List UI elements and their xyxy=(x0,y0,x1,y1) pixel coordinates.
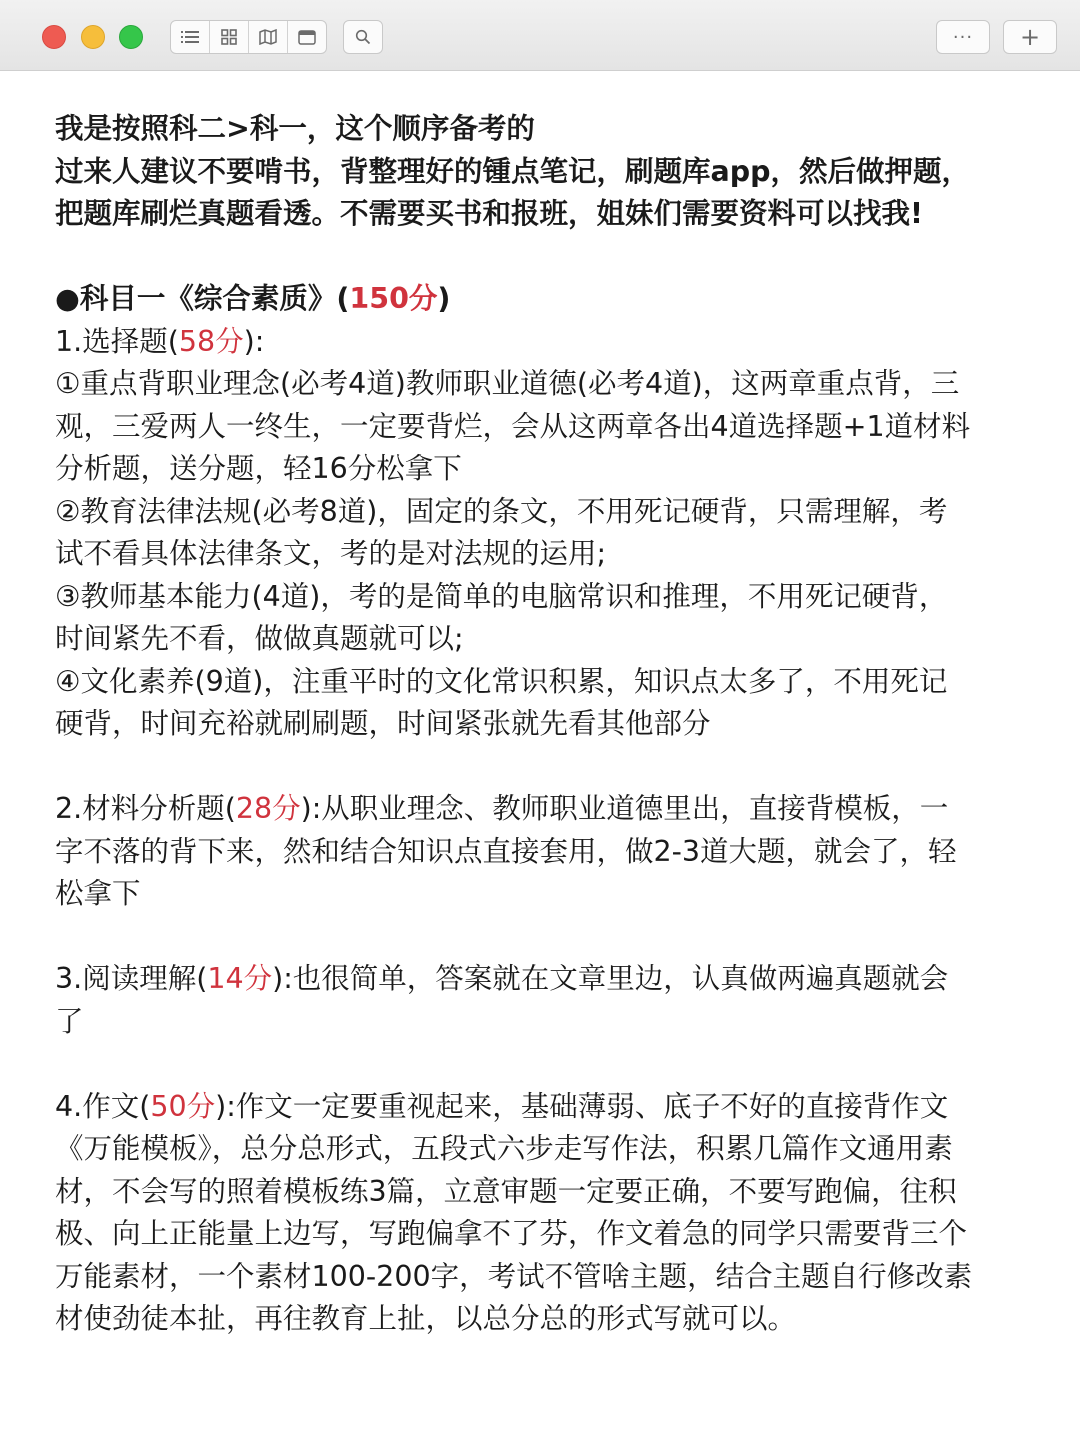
q4-pre: 4.作文( xyxy=(55,1089,151,1123)
view-mode-group xyxy=(170,20,327,54)
minimize-window-button[interactable] xyxy=(81,25,105,49)
q1-item-3: ③教师基本能力(4道)，考的是简单的电脑常识和推理，不用死记硬背，时间紧先不看，做做真题就可以; xyxy=(55,579,948,655)
q2-pre: 2.材料分析题( xyxy=(55,792,236,825)
q1-item-4: ④文化素养(9道)，注重平时的文化常识积累，知识点太多了，不用死记硬背，时间充裕就刷刷题，时间紧张就先看其他部分 xyxy=(55,664,948,740)
zoom-window-button[interactable] xyxy=(119,25,143,49)
close-window-button[interactable] xyxy=(42,25,66,49)
subject-heading xyxy=(55,278,975,321)
note-content xyxy=(55,108,975,1341)
intro-line-1: 我是按照科二>科一，这个顺序备考的 xyxy=(55,112,535,145)
more-button[interactable] xyxy=(936,20,990,54)
q2-score: 28分 xyxy=(235,792,301,825)
q2-post: ):从职业理念、教师职业道德里出，直接背模板，一字不落的背下来，然和结合知识点直接套用，做2-3道大题，就会了，轻松拿下 xyxy=(55,792,957,910)
q3-score: 14分 xyxy=(207,962,273,995)
list-icon[interactable] xyxy=(171,21,210,53)
q4-post: ):作文一定要重视起来，基础薄弱、底子不好的直接背作文《万能模板》，总分总形式，五段式六步走写作法，积累几篇作文通用素材，不会写的照着模板练3篇，立意审题一定要正确，不要写跑偏，往积极、向上正能量上边写，写跑偏拿不了芬，作文着急的同学只需要背三个万能素材，一个素材100-200字，考试不管啥主题，结合主题自行修改素材使劲徒本扯，再往教育上扯，以总分总的形式写就可以。 xyxy=(55,1089,973,1335)
q4-score: 50分 xyxy=(150,1089,216,1123)
q2-paragraph xyxy=(55,788,975,916)
window-toolbar xyxy=(0,0,1080,71)
q3-paragraph xyxy=(55,958,975,1043)
map-icon[interactable] xyxy=(249,21,288,53)
q1-post: ): xyxy=(243,324,265,358)
subject-heading-pre: ●科目一《综合素质》( xyxy=(55,282,350,315)
q3-pre: 3.阅读理解( xyxy=(55,962,208,995)
more-icon: ··· xyxy=(952,26,974,48)
q1-pre: 1.选择题( xyxy=(55,324,179,358)
subject-heading-post: ) xyxy=(437,282,451,315)
intro-line-2: 过来人建议不要啃书，背整理好的锺点笔记，刷题库app，然后做押题，把题库刷烂真题看透。不需要买书和报班，姐妹们需要资料可以找我! xyxy=(55,154,971,230)
q1-heading xyxy=(55,321,975,364)
search-icon[interactable] xyxy=(343,20,383,54)
subject-score: 150分 xyxy=(349,282,438,315)
grid-icon[interactable] xyxy=(210,21,249,53)
plus-icon: + xyxy=(1019,23,1041,51)
q1-item-1: ①重点背职业理念(必考4道)教师职业道德(必考4道)，这两章重点背，三观，三爱两人一终生，一定要背烂，会从这两章各出4道选择题+1道材料分析题，送分题，轻16分松拿下 xyxy=(55,367,971,485)
q1-item-2: ②教育法律法规(必考8道)，固定的条文，不用死记硬背，只需理解，考试不看具体法律条文，考的是对法规的运用; xyxy=(55,494,948,570)
q3-post: ):也很简单，答案就在文章里边，认真做两遍真题就会了 xyxy=(55,962,949,1038)
q1-score: 58分 xyxy=(178,324,244,358)
add-button[interactable] xyxy=(1003,20,1057,54)
q4-paragraph xyxy=(55,1086,975,1341)
sidebar-icon[interactable] xyxy=(288,21,326,53)
